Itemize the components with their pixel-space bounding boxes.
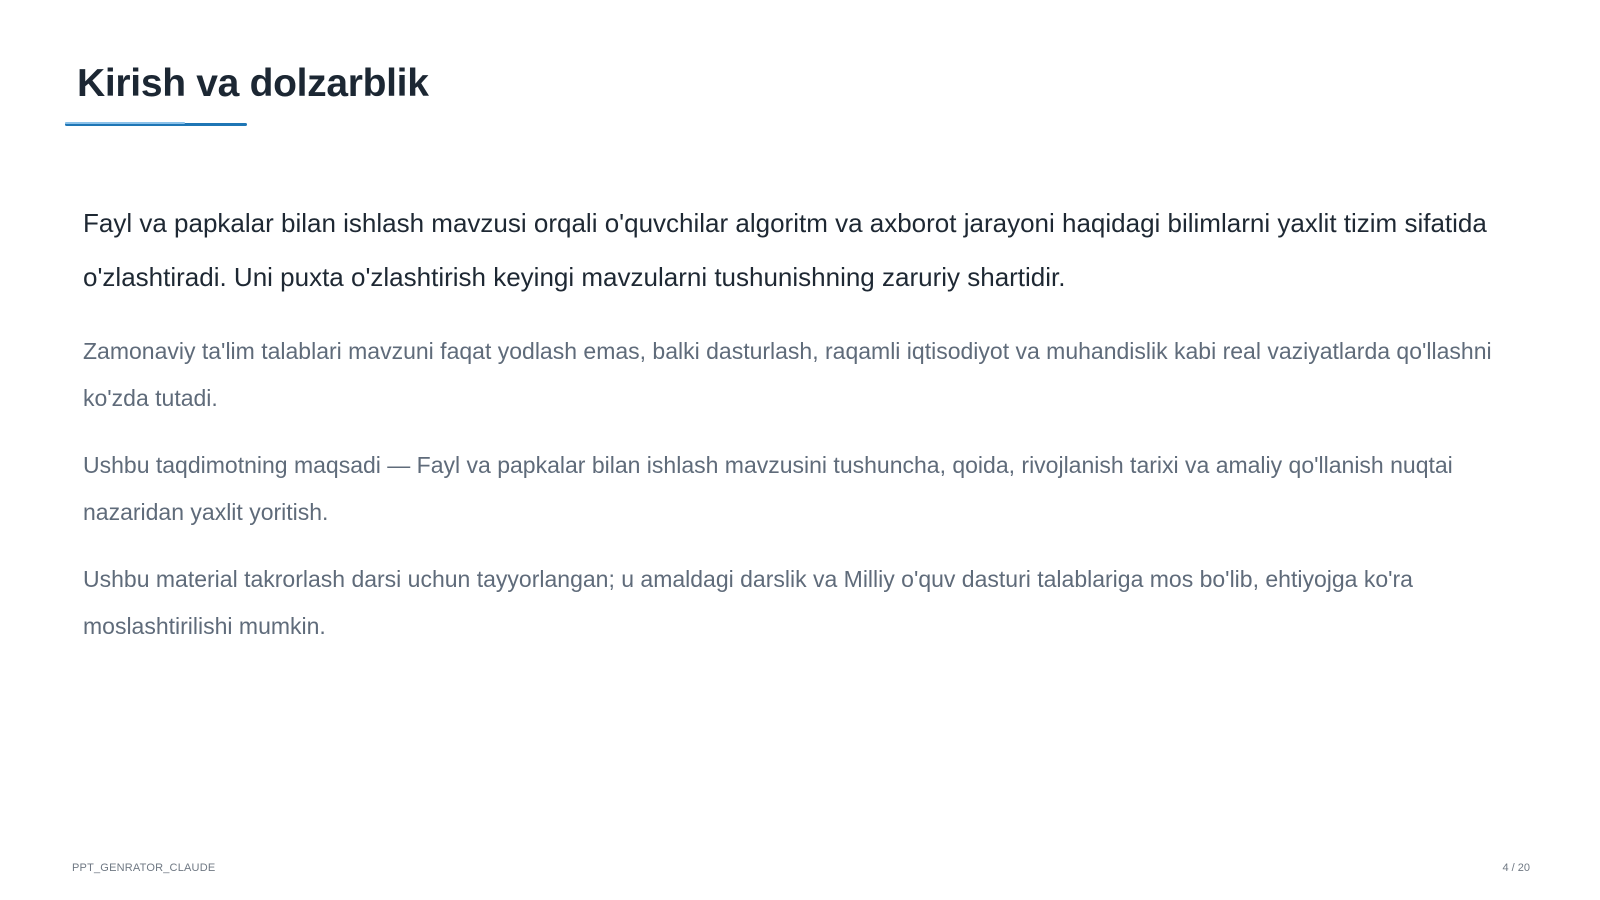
lead-paragraph: Fayl va papkalar bilan ishlash mavzusi orqali o'quvchilar algoritm va axborot jarayoni haqidagi bilimlarni yaxlit tizim sifatida o'zlashtiradi. Uni puxta o'zlashtirish keyingi mavzularni tushunishning zaruriy shartidir. (83, 208, 1487, 292)
body-paragraph-1: Zamonaviy ta'lim talablari mavzuni faqat yodlash emas, balki dasturlash, raqamli iqtisodiyot va muhandislik kabi real vaziyatlarda qo'llashni ko'zda tutadi. (83, 338, 1492, 411)
slide-content (83, 196, 1523, 670)
title-underline-accent (65, 122, 185, 124)
slide-title: Kirish va dolzarblik (77, 62, 429, 105)
title-underline (65, 122, 247, 127)
page-number: 4 / 20 (1502, 862, 1530, 874)
body-paragraph-2: Ushbu taqdimotning maqsadi — Fayl va papkalar bilan ishlash mavzusini tushuncha, qoida, rivojlanish tarixi va amaliy qo'llanish nuqtai nazaridan yaxlit yoritish. (83, 452, 1453, 525)
footer-source-label: PPT_GENRATOR_CLAUDE (72, 862, 216, 874)
body-paragraph-3: Ushbu material takrorlash darsi uchun tayyorlangan; u amaldagi darslik va Milliy o'quv dasturi talablariga mos bo'lib, ehtiyojga ko'ra moslashtirilishi mumkin. (83, 566, 1413, 639)
